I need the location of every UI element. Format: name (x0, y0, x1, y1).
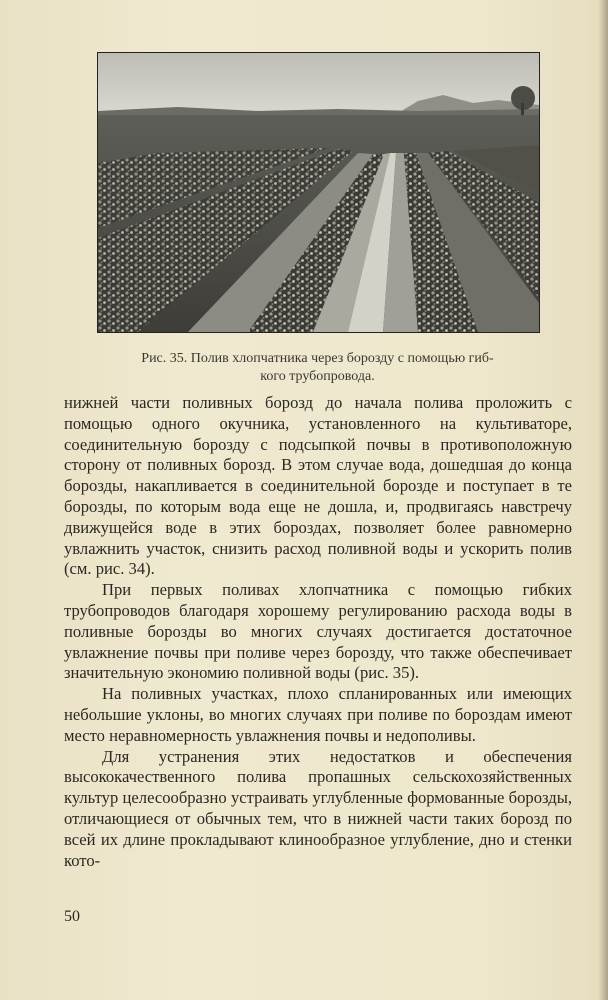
figure-caption (95, 350, 540, 386)
paragraph-4: Для устранения этих недостатков и обеспечения высококачественного полива пропашных сельскохозяйственных культур целесообразно устраивать углубленные формованные борозды, отличающиеся от обычных тем, что в нижней части таких борозд по всей их длине прокладывают клинообразное углубление, дно и стенки кото- (64, 746, 572, 870)
paragraph-2: При первых поливах хлопчатника с помощью гибких трубопроводов благодаря хорошему регулированию расхода воды в поливные борозды во многих случаях достигается достаточное увлажнение почвы при поливе через борозду, что также обеспечивает значительную экономию поливной воды (рис. 35). (64, 580, 572, 683)
cotton-field-photo (97, 52, 540, 333)
caption-line-2: кого трубопровода. (260, 369, 375, 384)
page-edge-shadow (598, 0, 608, 1000)
furrow-irrigation-illustration (98, 53, 539, 332)
paragraph-1: нижней части поливных борозд до начала полива проложить с помощью одного окучника, установленного на культиваторе, соединительную борозду с подсыпкой почвы в противоположную сторону от поливных борозд. В этом случае вода, дошедшая до конца борозды, накапливается в соединительной борозде и поступает в те борозды, по которым вода еще не дошла, и, продвигаясь навстречу движущейся воде в этих бороздах, позволяет более равномерно увлажнить участок, снизить расход поливной воды и ускорить полив (см. рис. 34). (64, 393, 572, 579)
page-number: 50 (64, 908, 80, 925)
caption-line-1: Рис. 35. Полив хлопчатника через борозду с помощью гиб- (141, 351, 494, 366)
paragraph-3: На поливных участках, плохо спланированных или имеющих небольшие уклоны, во многих случаях при поливе по бороздам имеют место неравномерность увлажнения почвы и недополивы. (64, 684, 572, 745)
body-text (64, 393, 572, 871)
